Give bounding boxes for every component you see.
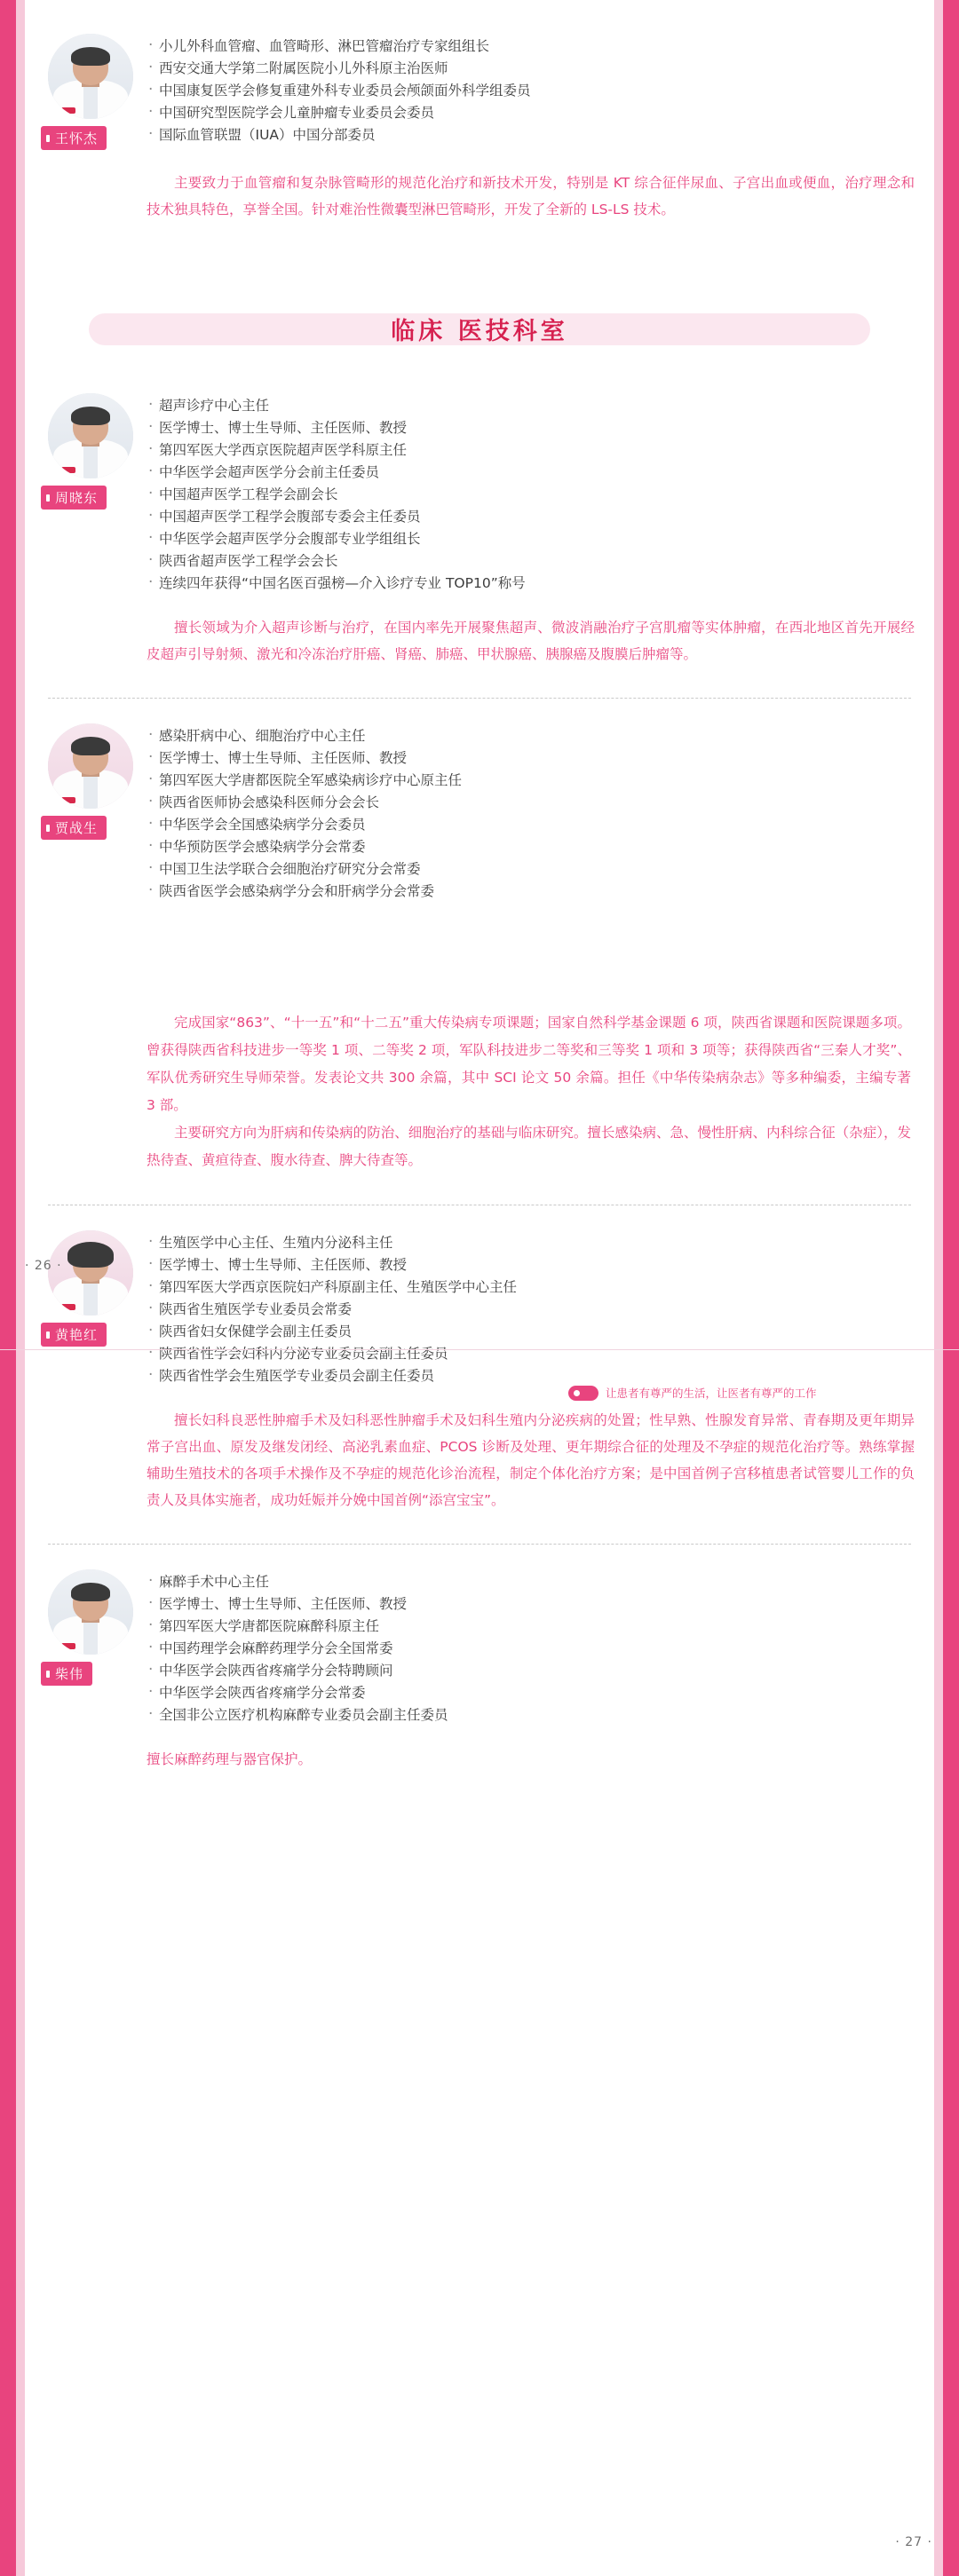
doctor-name-tag: 贾战生 xyxy=(41,816,107,840)
page-content xyxy=(36,0,923,1773)
person-entry xyxy=(36,34,923,150)
brand-slogan xyxy=(568,1385,817,1401)
list-item: · 第四军医大学西京医院妇产科原副主任、生殖医学中心主任 xyxy=(147,1276,923,1299)
person-entry xyxy=(36,723,923,903)
page-number-left: · 26 · xyxy=(25,1259,62,1273)
list-item: · 陕西省医学会感染病学分会和肝病学分会常委 xyxy=(147,881,923,903)
credential-list xyxy=(147,1569,923,1727)
person-entry xyxy=(36,393,923,595)
list-item: · 医学博士、博士生导师、主任医师、教授 xyxy=(147,1254,923,1276)
list-item: · 陕西省妇女保健学会副主任委员 xyxy=(147,1321,923,1343)
list-item: · 中华医学会超声医学分会腹部专业学组组长 xyxy=(147,528,923,550)
list-item: · 全国非公立医疗机构麻醉专业委员会副主任委员 xyxy=(147,1704,923,1727)
doctor-portrait-icon xyxy=(48,1569,133,1655)
portrait-column xyxy=(36,393,147,510)
doctor-portrait-icon xyxy=(48,34,133,119)
doctor-summary: 擅长妇科良恶性肿瘤手术及妇科恶性肿瘤手术及妇科生殖内分泌疾病的处置；性早熟、性腺发育异常、青春期及更年期异常子宫出血、原发及继发闭经、高泌乳素血症、PCOS 诊断及处理、更年期综合征的处理及不孕症的规范化治疗等。熟练掌握辅助生殖技术的各项手术操作及不孕症的规范化诊治流程，制定个体化治疗方案；是中国首例子宫移植患者试管婴儿工作的负责人及具体实施者，成功妊娠并分娩中国首例“添宫宝宝”。 xyxy=(147,1412,915,1508)
page-edge-left xyxy=(0,0,16,2576)
list-item: · 医学博士、博士生导师、主任医师、教授 xyxy=(147,747,923,770)
section-title-text: 临床 医技科室 xyxy=(391,317,568,345)
page-edge-inner-right xyxy=(934,0,943,2576)
list-item: · 第四军医大学西京医院超声医学科原主任 xyxy=(147,439,923,462)
doctor-name-tag: 王怀杰 xyxy=(41,126,107,150)
list-item: · 中华医学会陕西省疼痛学分会常委 xyxy=(147,1682,923,1704)
list-item: · 第四军医大学唐都医院全军感染病诊疗中心原主任 xyxy=(147,770,923,792)
portrait-column xyxy=(36,1569,147,1686)
list-item: · 中国药理学会麻醉药理学分会全国常委 xyxy=(147,1638,923,1660)
list-item: · 陕西省超声医学工程学会会长 xyxy=(147,550,923,573)
list-item: · 小儿外科血管瘤、血管畸形、淋巴管瘤治疗专家组组长 xyxy=(147,36,923,58)
summary-paragraph: 完成国家“863”、“十一五”和“十二五”重大传染病专项课题；国家自然科学基金课题 6 项，陕西省课题和医院课题多项。曾获得陕西省科技进步一等奖 1 项、二等奖 2 项，军队科技进步二等奖和三等奖 1 项和 3 项等；获得陕西省“三秦人才奖”、军队优秀研究生导师荣誉。发表论文共 300 余篇，其中 SCI 论文 50 余篇。担任《中华传染病杂志》等多种编委，主编专著 3 部。 xyxy=(147,1015,911,1113)
list-item: · 中国卫生法学联合会细胞治疗研究分会常委 xyxy=(147,858,923,881)
list-item: · 第四军医大学唐都医院麻醉科原主任 xyxy=(147,1616,923,1638)
summary-paragraph: 主要研究方向为肝病和传染病的防治、细胞治疗的基础与临床研究。擅长感染病、急、慢性肝病、内科综合征（杂症），发热待查、黄疸待查、腹水待查、脾大待查等。 xyxy=(147,1125,911,1168)
list-item: · 医学博士、博士生导师、主任医师、教授 xyxy=(147,1593,923,1616)
credential-list xyxy=(147,723,923,903)
list-item: · 陕西省性学会妇科内分泌专业委员会副主任委员 xyxy=(147,1343,923,1365)
doctor-portrait-icon xyxy=(48,723,133,809)
page-fold-mark xyxy=(0,1331,959,1367)
list-item: · 陕西省性学会生殖医学专业委员会副主任委员 xyxy=(147,1365,923,1387)
list-item: · 西安交通大学第二附属医院小儿外科原主治医师 xyxy=(147,58,923,80)
doctor-portrait-icon xyxy=(48,1230,133,1316)
list-item: · 国际血管联盟（IUA）中国分部委员 xyxy=(147,124,923,146)
portrait-column xyxy=(36,1230,147,1347)
portrait-column xyxy=(36,723,147,840)
doctor-name-tag: 黄艳红 xyxy=(41,1323,107,1347)
list-item: · 中国康复医学会修复重建外科专业委员会颅颌面外科学组委员 xyxy=(147,80,923,102)
list-item: · 陕西省医师协会感染科医师分会会长 xyxy=(147,792,923,814)
list-item: · 中国研究型医院学会儿童肿瘤专业委员会委员 xyxy=(147,102,923,124)
doctor-summary: 擅长麻醉药理与器官保护。 xyxy=(147,1751,313,1767)
list-item: · 中国超声医学工程学会腹部专委会主任委员 xyxy=(147,506,923,528)
list-item: · 中国超声医学工程学会副会长 xyxy=(147,484,923,506)
doctor-summary xyxy=(147,1009,911,1174)
brand-slogan-text: 让患者有尊严的生活，让医者有尊严的工作 xyxy=(606,1387,817,1400)
list-item: · 连续四年获得“中国名医百强榜—介入诊疗专业 TOP10”称号 xyxy=(147,573,923,595)
list-item: · 中华医学会超声医学分会前主任委员 xyxy=(147,462,923,484)
list-item: · 陕西省生殖医学专业委员会常委 xyxy=(147,1299,923,1321)
list-item: · 生殖医学中心主任、生殖内分泌科主任 xyxy=(147,1232,923,1254)
list-item: · 感染肝病中心、细胞治疗中心主任 xyxy=(147,725,923,747)
doctor-summary: 擅长领域为介入超声诊断与治疗，在国内率先开展聚焦超声、微波消融治疗子宫肌瘤等实体肿瘤，在西北地区首先开展经皮超声引导射频、激光和冷冻治疗肝癌、肾癌、肺癌、甲状腺癌、胰腺癌及腹膜后肿瘤等。 xyxy=(147,620,915,662)
doctor-portrait-icon xyxy=(48,393,133,478)
credential-list xyxy=(147,34,923,146)
credential-list xyxy=(147,393,923,595)
page-number-right: · 27 · xyxy=(895,2535,932,2549)
list-item: · 中华医学会全国感染病学分会委员 xyxy=(147,814,923,836)
doctor-summary: 主要致力于血管瘤和复杂脉管畸形的规范化治疗和新技术开发，特别是 KT 综合征伴尿血、子宫出血或便血，治疗理念和技术独具特色，享誉全国。针对难治性微囊型淋巴管畸形，开发了全新的 LS-LS 技术。 xyxy=(147,175,915,217)
list-item: · 麻醉手术中心主任 xyxy=(147,1571,923,1593)
page-break-gap xyxy=(36,903,923,1009)
divider xyxy=(48,1544,911,1545)
person-entry xyxy=(36,1569,923,1727)
list-item: · 中华预防医学会感染病学分会常委 xyxy=(147,836,923,858)
divider xyxy=(48,698,911,699)
list-item: · 超声诊疗中心主任 xyxy=(147,395,923,417)
list-item: · 医学博士、博士生导师、主任医师、教授 xyxy=(147,417,923,439)
brand-logo-icon xyxy=(568,1386,598,1401)
page-edge-inner-left xyxy=(16,0,25,2576)
section-header xyxy=(36,299,923,358)
portrait-column xyxy=(36,34,147,150)
page-edge-right xyxy=(943,0,959,2576)
list-item: · 中华医学会陕西省疼痛学分会特聘顾问 xyxy=(147,1660,923,1682)
doctor-name-tag: 柴伟 xyxy=(41,1662,92,1686)
doctor-name-tag: 周晓东 xyxy=(41,486,107,510)
